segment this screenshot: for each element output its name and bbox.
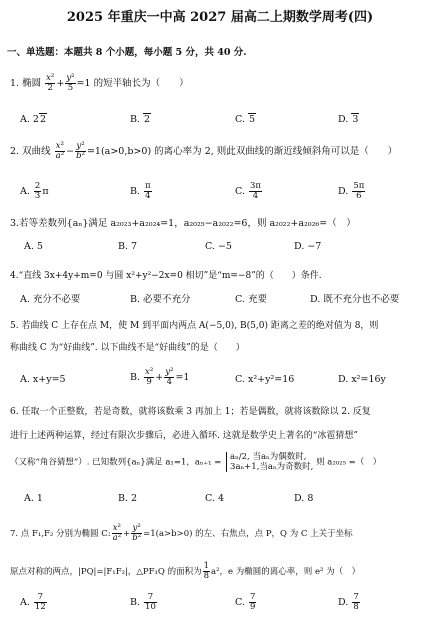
q5-option-a: A. x+y=5 (20, 374, 66, 385)
q3-option-b: B. 7 (118, 241, 138, 252)
q1-option-d: D. 3 (338, 114, 359, 125)
q2-option-d: D. $\frac{5\pi}{6}$ (338, 181, 365, 201)
q7-ask: a²，e 为椭圆的离心率，则 e² 为（ ） (211, 566, 361, 577)
q6-option-c: C. 4 (205, 493, 225, 504)
q6-case-odd: 3aₙ+1,当aₙ为奇数时, (230, 462, 314, 473)
q3-option-a: A. 5 (24, 241, 43, 252)
question-2: 2. 双曲线 $\frac{\text{x²}}{\text{a²}}$ − $\frac{\text{y²}}{\text{b²}}$ =1(a>0,b>0) 的离心率为 2, 则此双曲线的渐近线倾斜角可以是（ ） (10, 141, 398, 161)
q5-option-d: D. x²=16y (338, 374, 386, 385)
question-5-line-2: 称曲线 C 为“好曲线”. 以下曲线不是“好曲线”的是（ ） (10, 343, 245, 353)
q6-sequence-def: （又称“角谷猜想”）. 已知数列{aₙ}满足 a₁=1，aₙ₊₁ = (10, 457, 222, 468)
question-1: 1. 椭圆 $\frac{\text{x²}}{2}$ + $\frac{\text{y²}}{5}$ =1 的短半轴长为（ ） (10, 73, 189, 93)
section-heading: 一、单选题：本题共 8 个小题，每小题 5 分，共 40 分. (7, 47, 247, 58)
question-5-line-1: 5. 若曲线 C 上存在点 M，使 M 到平面内两点 A(−5,0), B(5,0) 距离之差的绝对值为 8，则 (10, 321, 379, 331)
q7-condition: 原点对称的两点，|PQ|=|F₁F₂|，△PF₁Q 的面积为 (10, 566, 202, 577)
q4-option-a: A. 充分不必要 (20, 294, 81, 305)
q4-option-b: B. 必要不充分 (130, 294, 191, 305)
q6-option-b: B. 2 (118, 493, 138, 504)
q7-option-a: A. $\frac{7}{12}$ (20, 592, 46, 612)
q6-piecewise (226, 452, 313, 472)
q1-prefix: 1. 椭圆 (10, 77, 42, 89)
q7-prefix: 7. 点 F₁,F₂ 分别为椭圆 C: (10, 528, 111, 539)
question-7-line-2: 原点对称的两点，|PQ|=|F₁F₂|，△PF₁Q 的面积为 $\frac{1}{8}$ a²，e 为椭圆的离心率，则 e² 为（ ） (10, 561, 361, 581)
q7-option-c: C. $\frac{7}{9}$ (235, 592, 256, 612)
question-6-line-2: 进行上述两种运算，经过有限次步骤后，必进入循环. 这就是数学史上著名的“冰雹猜想” (10, 431, 358, 441)
q4-option-c: C. 充要 (235, 294, 267, 305)
q1-suffix: =1 的短半轴长为（ ） (76, 77, 189, 89)
q2-option-a: A. $\frac{2}{3}$ π (20, 181, 49, 201)
question-3: 3.若等差数列{aₙ}满足 a₂₀₂₃+a₂₀₂₄=1，a₂₀₂₅−a₂₀₂₂=6，则 a₂₀₂₂+a₂₀₂₆=（ ） (10, 218, 356, 229)
q2-option-b: B. $\frac{\pi}{4}$ (130, 181, 151, 201)
q6-option-a: A. 1 (24, 493, 43, 504)
q2-suffix: =1(a>0,b>0) 的离心率为 2, 则此双曲线的渐近线倾斜角可以是（ ） (86, 145, 398, 157)
q4-option-d: D. 既不充分也不必要 (310, 294, 400, 305)
q5-option-c: C. x²+y²=16 (235, 374, 295, 385)
q3-option-c: C. −5 (205, 241, 232, 252)
q6-option-d: D. 8 (294, 493, 314, 504)
q2-prefix: 2. 双曲线 (10, 145, 51, 157)
question-6-line-3 (10, 452, 381, 472)
q2-option-c: C. $\frac{3\pi}{4}$ (235, 181, 261, 201)
q1-option-b: B. 2 (130, 114, 151, 125)
q1-option-c: C. 5 (235, 114, 256, 125)
q7-option-d: D. $\frac{7}{8}$ (338, 592, 359, 612)
page-title: 2025 年重庆一中高 2027 届高二上期数学周考(四) (66, 10, 374, 25)
q7-suffix: =1(a>b>0) 的左、右焦点，点 P，Q 为 C 上关于坐标 (143, 528, 353, 539)
question-4: 4.“直线 3x+4y+m=0 与圆 x²+y²−2x=0 相切”是“m=−8”的（ ）条件. (10, 271, 322, 281)
question-6-line-1: 6. 任取一个正整数，若是奇数，就将该数乘 3 再加上 1；若是偶数，就将该数除以 2. 反复 (10, 407, 371, 417)
q6-ask: 则 a₂₀₂₅ =（ ） (316, 457, 382, 468)
q1-option-a: A. 22 (20, 114, 46, 125)
q7-option-b: B. $\frac{7}{10}$ (130, 592, 156, 612)
q6-case-even: aₙ/2, 当aₙ为偶数时, (230, 452, 307, 462)
q3-option-d: D. −7 (294, 241, 322, 252)
q5-option-b: B. $\frac{\text{x²}}{9}$ + $\frac{\text{y²}}{4}$ =1 (130, 367, 190, 387)
question-7-line-1: 7. 点 F₁,F₂ 分别为椭圆 C: $\frac{\text{x²}}{\text{a²}}$ + $\frac{\text{y²}}{\text{b²}}$ =1(a>b>0) 的左、右焦点，点 P，Q 为 C 上关于坐标 (10, 523, 353, 543)
